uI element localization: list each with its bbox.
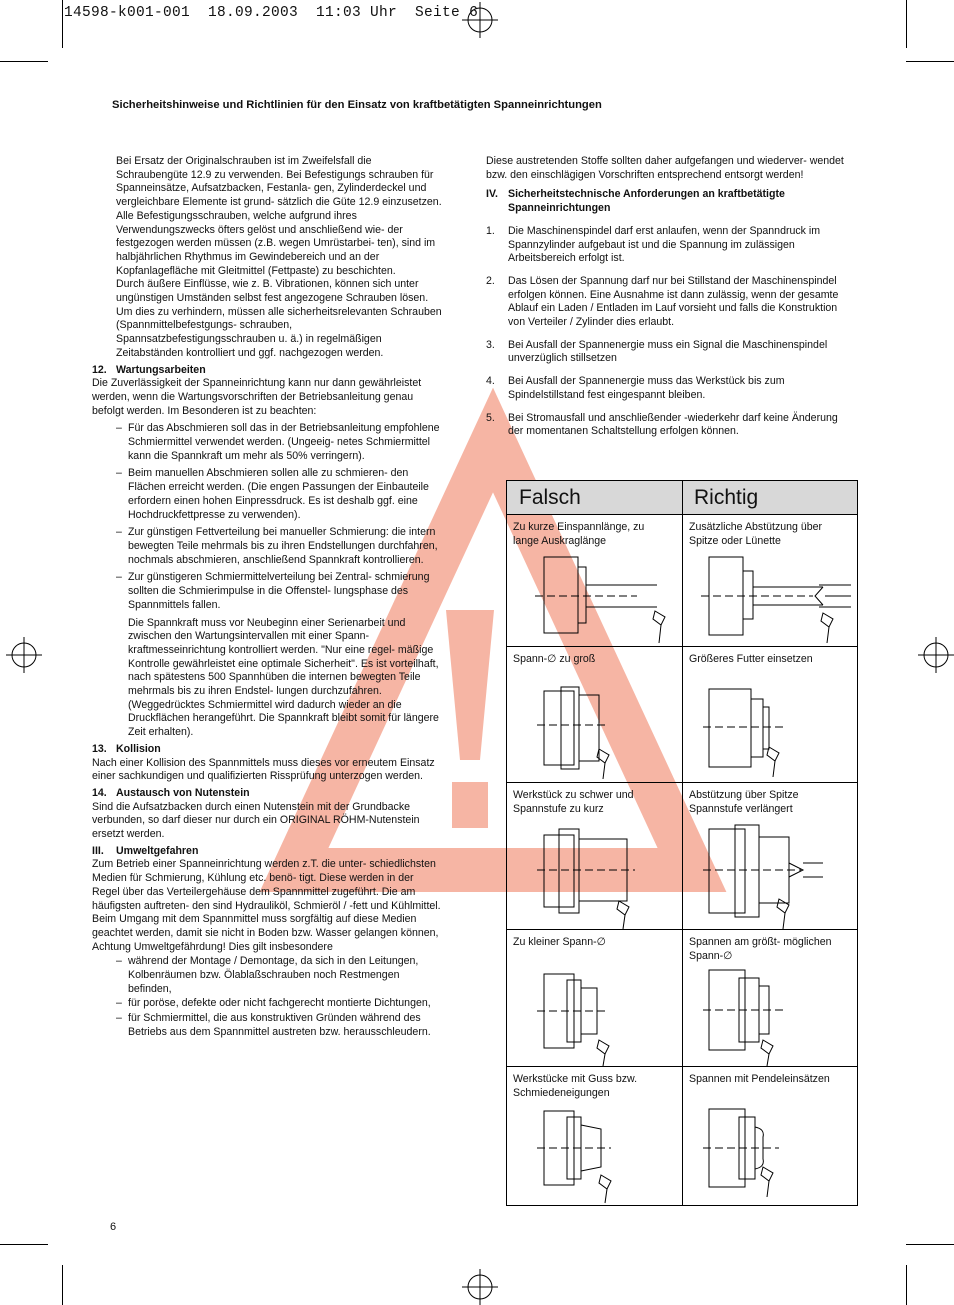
list-item — [116, 1012, 442, 1039]
section-heading — [92, 787, 442, 801]
paragraph: Nach einer Kollision des Spannmittels muss dieses vor erneutem Einsatz einer sachkundigen und qualifizierten Rissprüfung unterzogen werden. — [92, 756, 435, 783]
section-number: 14. — [92, 786, 107, 799]
section-title: Austausch von Nutenstein — [116, 786, 250, 799]
bullet-dash: – — [116, 571, 122, 584]
chuck-diagram-icon — [507, 1067, 682, 1205]
section-heading — [92, 845, 442, 859]
cell-text: Zusätzliche Abstützung über Spitze oder Lünette — [689, 521, 823, 547]
crop-mark — [906, 0, 907, 48]
cell-right-2 — [683, 647, 857, 783]
list-item — [116, 467, 442, 522]
section-title: Wartungsarbeiten — [116, 363, 206, 376]
cell-text: Größeres Futter einsetzen — [689, 653, 813, 665]
cell-text: Zu kurze Einspannlänge, zu lange Auskraglänge — [513, 521, 645, 547]
bullet-dash: – — [116, 1012, 122, 1025]
section-heading — [92, 743, 442, 757]
bullet-dash: – — [116, 526, 122, 539]
section-number: 12. — [92, 363, 107, 376]
cell-text: Spannen mit Pendeleinsätzen — [689, 1073, 830, 1085]
list-item-text: Zur günstigen Fettverteilung bei manueller Schmierung: die intern bewegten Teile mehrmals bis zu ihren Endstellungen durchfahren, nochmals abschmieren, anschließend Spannkraft kontrollieren. — [128, 526, 438, 566]
list-item — [486, 339, 856, 366]
section-heading — [486, 188, 856, 215]
print-slug: 14598-k001-001 18.09.2003 11:03 Uhr Seite 6 — [64, 5, 479, 21]
paragraph: Durch äußere Einflüsse, wie z. B. Vibrationen, können sich unter ungünstigen Umständen selbst fest angezogene Schrauben lösen. Um dies zu verhindern, müssen alle sicherheitsrelevanten Schrauben (Spannmittelbefestgungs- schrauben, Spannsatzbefestigungsschrauben u. ä.) in regelmäßigen Zeitabständen kontrolliert und ggf. nachgezogen werden. — [116, 278, 442, 359]
table-divider — [682, 481, 683, 1205]
item-number: 2. — [486, 274, 495, 287]
section-title: Umweltgefahren — [116, 844, 199, 857]
cell-right-3 — [683, 783, 857, 930]
bullet-dash: – — [116, 422, 122, 435]
list-item-text: für Schmiermittel, die aus konstruktiven Gründen während des Betriebs aus dem Spannmittel austreten bzw. herausschleudern. — [128, 1012, 431, 1038]
list-item — [116, 997, 442, 1011]
list-item — [116, 955, 442, 996]
list-item — [116, 422, 442, 463]
comparison-table — [506, 480, 858, 1206]
section-number: 13. — [92, 742, 107, 755]
bullet-dash: – — [116, 955, 122, 968]
chuck-diagram-icon — [683, 515, 857, 647]
paragraph: Zum Betrieb einer Spanneinrichtung werden z.T. die unter- schiedlichsten Medien für Schmierung, Kühlung etc. benö- tigt. Diese werden in der Regel über das Verteilergehäuse dem Spannmittel zugeführt. Die am häufigsten auftreten- den sind Hydrauliköl, Schmieröl / -fett und Kühlmittel. Beim Umgang mit dem Spannmittel muss sorgfältig auf diese Medien geachtet werden, damit sie nicht in Boden bzw. Wasser gelangen können, Achtung Umweltgefährdung! Dies gilt insbesondere — [92, 858, 441, 953]
chuck-diagram-icon — [683, 647, 857, 783]
chuck-diagram-icon — [507, 783, 682, 930]
list-item-text: Bei Ausfall der Spannenergie muss das Werkstück bis zum Spindelstillstand fest eingespannt bleiben. — [508, 375, 785, 401]
list-item-text: Beim manuellen Abschmieren sollen alle zu schmieren- den Flächen erreicht werden. (Die engen Passungen der Einbauteile erfordern einen hohen Einpressdruck. Es ist deshalb ggf. eine Hochdruckfettpresse zu verwenden). — [128, 467, 429, 521]
section-title: Sicherheitstechnische Anforderungen an kraftbetätigte Spanneinrichtungen — [508, 188, 785, 215]
section-title: Kollision — [116, 742, 161, 755]
list-item-text: Für das Abschmieren soll das in der Betriebsanleitung empfohlene Schmiermittel verwendet werden. (Ungeeig- netes Schmiermittel kann die Spannkraft um mehr als 50% verringern). — [128, 422, 440, 462]
paragraph: Die Spannkraft muss vor Neubeginn einer Serienarbeit und zwischen den Wartungsintervallen mit einer Spann- kraftmesseinrichtung kontrolliert werden. "Nur eine regel- mäßige Kontrolle gewährleistet eine optimale Sicherheit". Es ist vorteilhaft, nach spätestens 500 Spannhüben die internen bewegten Teile mehrmals bis zu ihren Endstel- lungen durchzufahren. (Weggedrücktes Schmiermittel wird dadurch wieder an die Druckflächen herangeführt. Die Spannkraft bleibt somit für längere Zeit erhalten). — [128, 616, 439, 739]
registration-mark — [462, 1269, 498, 1305]
list-item-text: Das Lösen der Spannung darf nur bei Stillstand der Maschinenspindel erfolgen können. Eine Ausnahme ist dann zulässig, wenn der gesamte Ablauf ein Laden / Entladen im Lauf vorsieht und falls die Konstruktion von Verteiler / Zylinder dies erlaubt. — [508, 274, 839, 329]
item-number: 4. — [486, 375, 495, 388]
cell-wrong-1 — [507, 515, 682, 647]
cell-text: Abstützung über Spitze Spannstufe verlängert — [689, 789, 799, 815]
page-title: Sicherheitshinweise und Richtlinien für den Einsatz von kraftbetätigten Spanneinrichtungen — [112, 99, 602, 111]
chuck-diagram-icon — [683, 1067, 857, 1205]
chuck-diagram-icon — [683, 783, 857, 930]
bullet-dash: – — [116, 997, 122, 1010]
chuck-diagram-icon — [683, 930, 857, 1067]
paragraph: Diese austretenden Stoffe sollten daher aufgefangen und wiederver- wendet bzw. den einschlägigen Vorschriften entsprechend entsorgt werden! — [486, 155, 844, 181]
cell-wrong-4 — [507, 930, 682, 1067]
cell-text: Werkstück zu schwer und Spannstufe zu kurz — [513, 789, 634, 815]
paragraph: Bei Ersatz der Originalschrauben ist im Zweifelsfall die Schraubengüte 12.9 zu verwenden. Bei Befestigungs schrauben für Spanneinsätze, Aufsatzbacken, Festanla- gen, Zylinderdeckel und vergleichbare Elemente ist grund- sätzlich die Güte 12.9 einzusetzen. — [116, 155, 442, 209]
crop-mark — [0, 1244, 48, 1245]
chuck-diagram-icon — [507, 515, 682, 647]
registration-mark — [6, 637, 42, 673]
section-heading — [92, 364, 442, 378]
right-column — [486, 155, 856, 439]
cell-wrong-2 — [507, 647, 682, 783]
page-number: 6 — [110, 1221, 117, 1233]
list-item-text: Bei Stromausfall und anschließender -wiederkehr darf keine Änderung der momentanen Schaltstellung erfolgen können. — [508, 411, 838, 438]
cell-right-5 — [683, 1067, 857, 1205]
paragraph: Alle Befestigungsschrauben, welche aufgrund ihres Verwendungszwecks öfters gelöst und anschließend wie- der festgezogen werden müssen (z.B. wegen Umrüstarbei- ten), sind im halbjährlichen Rhythmus im Gewindebereich und an der Kopfanlagefläche mit Gleitmittel (Fettpaste) zu beschichten. — [116, 209, 436, 277]
list-item-text: Die Maschinenspindel darf erst anlaufen, wenn der Spanndruck im Spannzylinder aufgebaut ist und die Spannung im zulässigen Arbeitsbereich erfolgt ist. — [508, 224, 821, 265]
list-item — [116, 526, 442, 567]
paragraph: Sind die Aufsatzbacken durch einen Nutenstein mit der Grundbacke verbunden, so darf dieser nur durch ein ORIGINAL RÖHM-Nutenstein ersetzt werden. — [92, 800, 420, 841]
item-number: 3. — [486, 338, 495, 351]
cell-right-1 — [683, 515, 857, 647]
crop-mark — [906, 61, 954, 62]
paragraph: Die Zuverlässigkeit der Spanneinrichtung kann nur dann gewährleistet werden, wenn die Wartungsvorschriften der Betriebsanleitung genau befolgt werden. Im Besonderen ist zu beachten: — [92, 377, 422, 417]
header-richtig: Richtig — [682, 481, 857, 515]
item-number: 5. — [486, 411, 495, 424]
section-number: IV. — [486, 188, 498, 201]
crop-mark — [0, 61, 48, 62]
item-number: 1. — [486, 224, 495, 237]
cell-text: Werkstücke mit Guss bzw. Schmiedeneigungen — [513, 1073, 638, 1099]
list-item — [486, 375, 856, 402]
list-item — [486, 225, 856, 266]
header-falsch: Falsch — [507, 481, 682, 515]
bullet-dash: – — [116, 467, 122, 480]
registration-mark — [918, 637, 954, 673]
list-item — [486, 412, 856, 439]
crop-mark — [62, 0, 63, 48]
cell-wrong-3 — [507, 783, 682, 930]
cell-text: Zu kleiner Spann-∅ — [513, 936, 606, 948]
crop-mark — [906, 1244, 954, 1245]
section-number: III. — [92, 844, 104, 857]
list-item-text: Zur günstigeren Schmiermittelverteilung bei Zentral- schmierung sollten die Schmierimpulse in die Offenstel- lungsphase des Spannmittels fallen. — [128, 571, 430, 611]
cell-text: Spannen am größt- möglichen Spann-∅ — [689, 936, 832, 962]
list-item — [116, 571, 442, 612]
crop-mark — [906, 1265, 907, 1305]
list-item-text: Bei Ausfall der Spannenergie muss ein Signal die Maschinenspindel unverzüglich stillsetzen — [508, 338, 828, 365]
cell-right-4 — [683, 930, 857, 1067]
list-item — [486, 275, 856, 330]
list-item-text: während der Montage / Demontage, da sich in den Leitungen, Kolbenräumen bzw. Ölablaßschrauben noch Restmengen befinden, — [128, 955, 419, 995]
left-column — [92, 155, 442, 1040]
crop-mark — [62, 1265, 63, 1305]
cell-wrong-5 — [507, 1067, 682, 1205]
chuck-diagram-icon — [507, 930, 682, 1067]
chuck-diagram-icon — [507, 647, 682, 783]
list-item-text: für poröse, defekte oder nicht fachgerecht montierte Dichtungen, — [128, 997, 431, 1010]
cell-text: Spann-∅ zu groß — [513, 653, 596, 665]
